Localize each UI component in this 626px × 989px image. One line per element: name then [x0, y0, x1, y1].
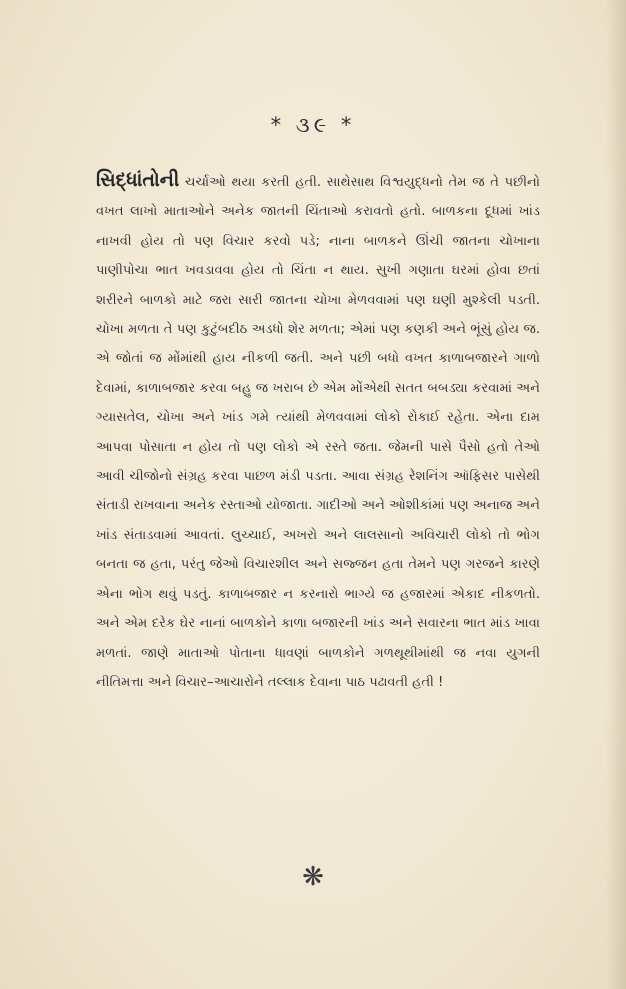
page-edge-shadow: [606, 0, 626, 989]
paragraph: [96, 166, 540, 697]
paragraph-text: ચર્ચાઓ થયા કરતી હતી. સાથેસાથ વિશ્વયુદ્ધનો તેમ જ તે પછીનો વખત લાખો માતાઓને અનેક જાતની ચિંતાઓ કરાવતો હતો. બાળકના દૂધમાં ખાંડ નાખવી હોય તો પણ વિચાર કરવો પડે; નાના બાળકને ઊંચી જાતના ચોખાના પાણીપોચા ભાત ખવડાવવા હોય તો ચિંતા ન થાય. સુખી ગણાતા ઘરમાં હોવા છતાં શરીરને બાળકો માટે જરા સારી જાતના ચોખા મેળવવામાં પણ ઘણી મુશ્કેલી પડતી. ચોખા મળતા તે પણ કુટુંબદીઠ અડધો શેર મળતા; એમાં પણ કણકી અને ભૂંસું હોય જ. એ જોતાં જ મોંમાંથી હાય નીકળી જતી. અને પછી બધો વખત કાળાબજારને ગાળો દેવામાં, કાળાબજાર કરવા બહુ જ ખરાબ છે એમ મોંએથી સતત બબડ્યા કરવામાં અને ગ્યાસતેલ, ચોખા અને ખાંડ ગમે ત્યાંથી મેળવવામાં લોકો રોકાઈ રહેતા. એના દામ આપવા પોસાતા ન હોય તો પણ લોકો એ રસ્તે જતા. જેમની પાસે પૈસો હતો તેઓ આવી ચીજોનો સંગ્રહ કરવા પાછળ મંડી પડતા. આવા સંગ્રહ રેશનિંગ ઑફિસર પાસેથી સંતાડી રાખવાના અનેક રસ્તાઓ યોજાતા. ગાદીઓ અને ઓશીકાંમાં પણ અનાજ અને ખાંડ સંતાડવામાં આવતાં. લુચ્ચાઈ, અખરો અને લાલસાનો અવિચારી લોકો તો ભોગ બનતા જ હતા, પરંતુ જેઓ વિચારશીલ અને સજ્જન હતા તેમને પણ ગરજને કારણે એના ભોગ થવું પડતું. કાળાબજાર ન કરનારો ભાગ્યે જ હજારમાં એકાદ નીકળતો. અને એમ દરેક ઘેર નાનાં બાળકોને કાળા બજારની ખાંડ અને સવારના ભાત માંડ ખાવા મળતાં. જાણે માતાઓ પોતાના ધાવણાં બાળકોને ગળથૂથીમાંથી જ નવા યુગની નીતિમત્તા અને વિચાર–આચારોને તલ્લાક દેવાના પાઠ પઢાવતી હતી !: [96, 175, 540, 690]
chapter-number: * ૩૯ *: [270, 113, 356, 137]
flower-ornament-icon: ❋: [302, 862, 324, 892]
lead-word: સિદ્ધાંતોની: [96, 169, 180, 191]
